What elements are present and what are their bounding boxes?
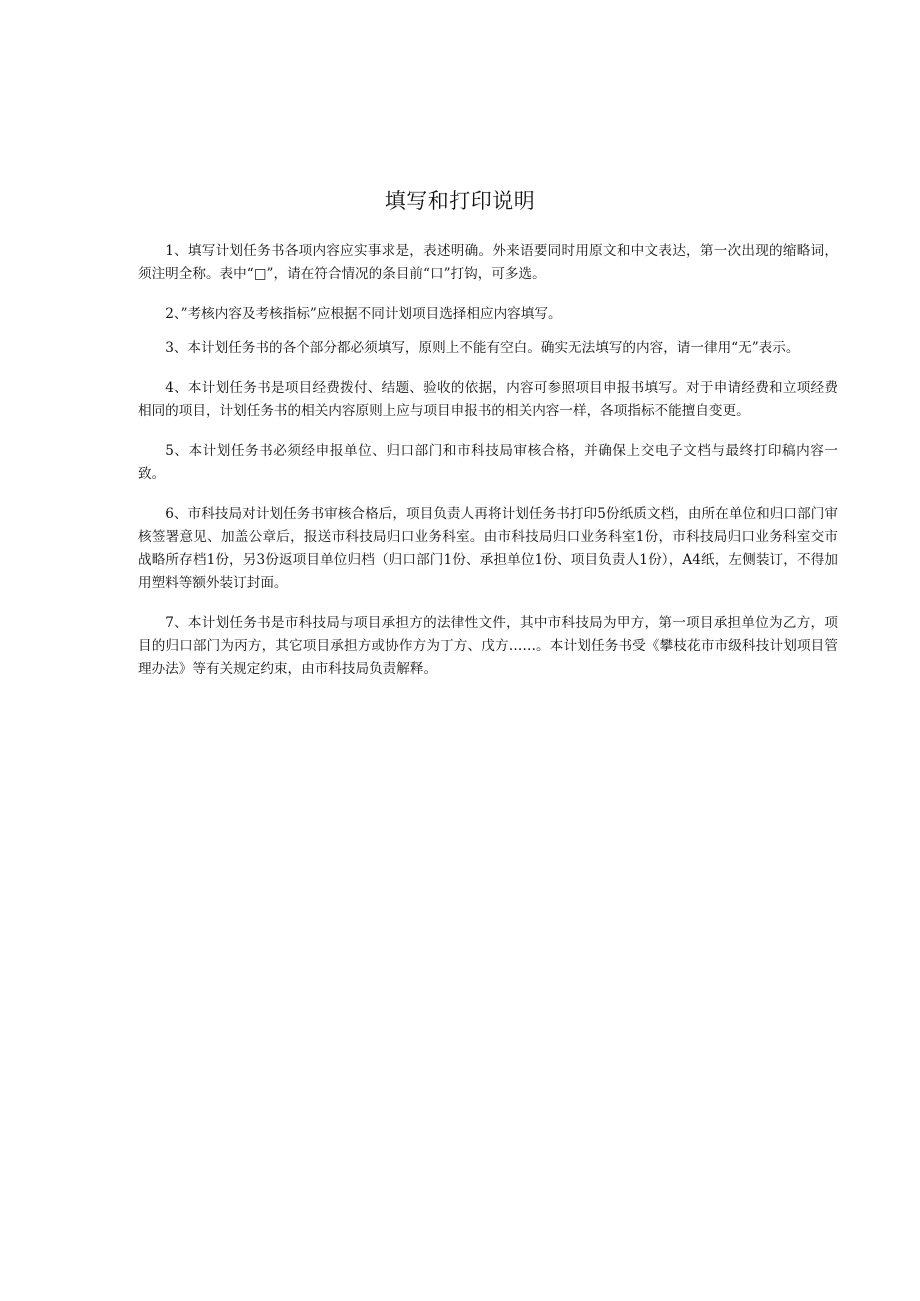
instruction-paragraph-3: 3、本计划任务书的各个部分都必须填写，原则上不能有空白。确实无法填写的内容，请一律用“无”表示。 (165, 340, 800, 356)
instruction-paragraph-4: 4、本计划任务书是项目经费拨付、结题、验收的依据，内容可参照项目申报书填写。对于申请经费和立项经费相同的项目，计划任务书的相关内容原则上应与项目申报书的相关内容一样，各项指标不能擅自变更。 (138, 380, 838, 419)
instruction-paragraph-5: 5、本计划任务书必须经申报单位、归口部门和市科技局审核合格，并确保上交电子文档与最终打印稿内容一致。 (138, 443, 838, 482)
instruction-paragraph-6: 6、市科技局对计划任务书审核合格后，项目负责人再将计划任务书打印5份纸质文档，由所在单位和归口部门审核签署意见、加盖公章后，报送市科技局归口业务科室。由市科技局归口业务科室1份，市科技局归口业务科室交市战略所存档1份，另3份返项目单位归档（归口部门1份、承担单位1份、项目负责人1份），A4纸，左侧装订，不得加用塑料等额外装订封面。 (138, 506, 838, 591)
instruction-paragraph-1: 1、填写计划任务书各项内容应实事求是，表述明确。外来语要同时用原文和中文表达，第一次出现的缩略词，须注明全称。表中“□”，请在符合情况的条目前“口”打钩，可多选。 (138, 243, 838, 282)
instruction-paragraph-2: 2、”考核内容及考核指标”应根据不同计划项目选择相应内容填写。 (165, 306, 562, 322)
page-title: 填写和打印说明 (384, 189, 536, 213)
instruction-paragraph-7: 7、本计划任务书是市科技局与项目承担方的法律性文件，其中市科技局为甲方，第一项目承担单位为乙方，项目的归口部门为丙方，其它项目承担方或协作方为丁方、戊方……。本计划任务书受《攀枝花市市级科技计划项目管理办法》等有关规定约束，由市科技局负责解释。 (138, 615, 838, 677)
instructions-body (138, 240, 838, 698)
